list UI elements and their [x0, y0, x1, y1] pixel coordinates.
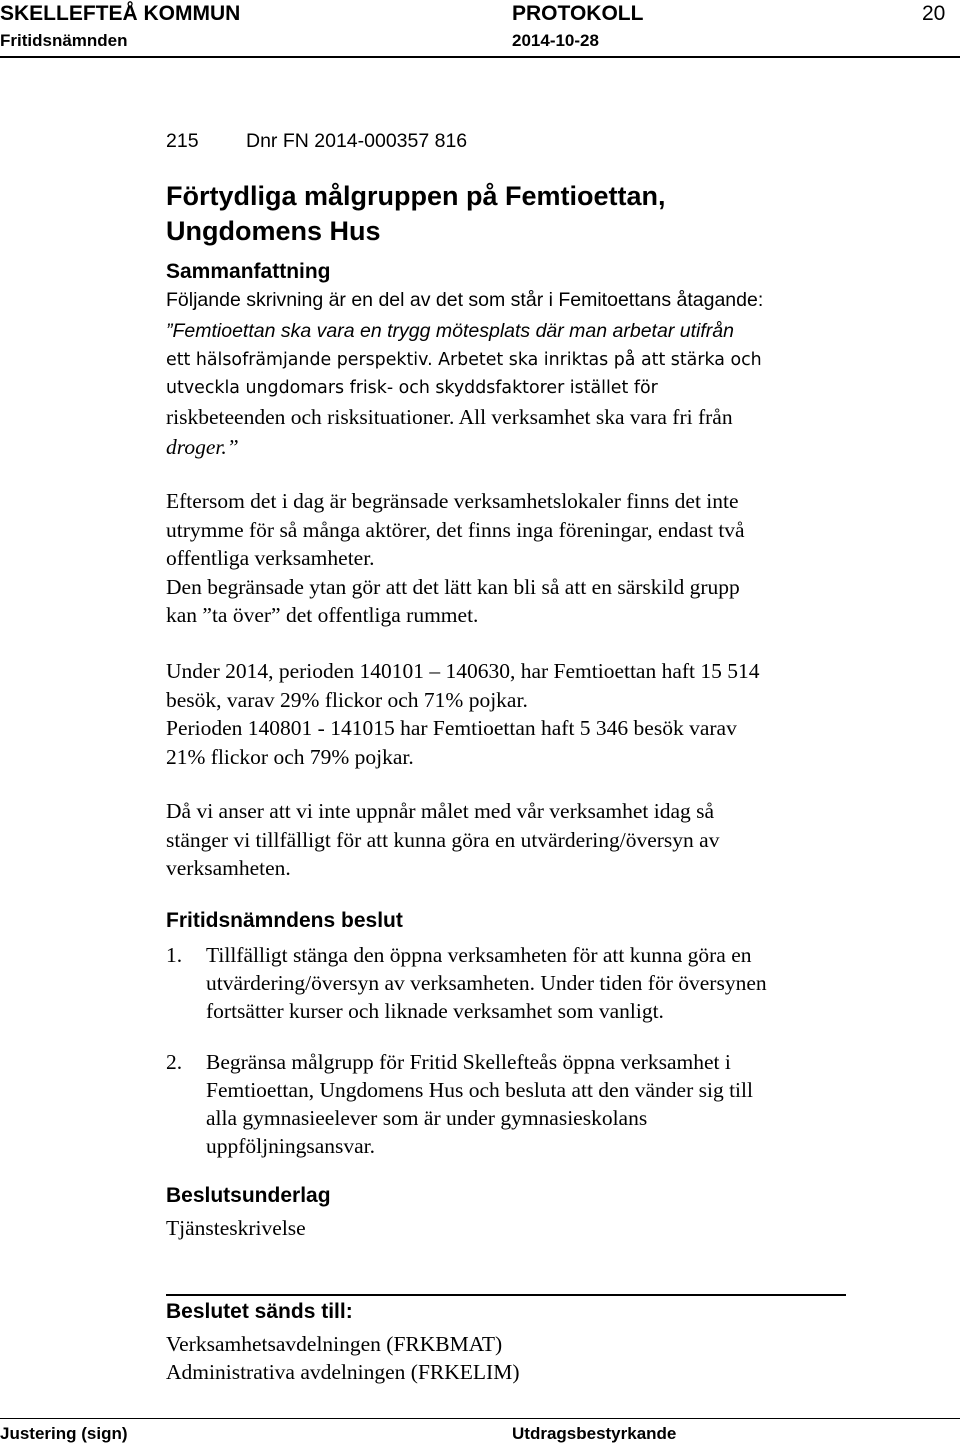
paragraph-line: besök, varav 29% flickor och 71% pojkar. — [166, 687, 528, 712]
page-number: 20 — [922, 2, 946, 25]
paragraph-line: Då vi anser att vi inte uppnår målet med vår verksamhet idag så — [166, 799, 715, 823]
footer-signature-label: Justering (sign) — [0, 1424, 128, 1443]
committee-name: Fritidsnämnden — [0, 31, 128, 50]
decision-item-line: Begränsa målgrupp för Fritid Skellefteås öppna verksamhet i — [206, 1050, 731, 1074]
quote-line-3: utveckla ungdomars frisk- och skyddsfaktorer istället för — [166, 378, 658, 398]
decision-item-number: 1. — [166, 943, 183, 967]
quote-line-1: ”Femtioettan ska vara en trygg mötesplats där man arbetar utifrån — [166, 320, 734, 342]
summary-intro: Följande skrivning är en del av det som står i Femitoettans åtagande: — [166, 289, 764, 311]
paragraph-line: Perioden 140801 - 141015 har Femtioettan haft 5 346 besök varav — [166, 716, 737, 740]
paragraph-line: offentliga verksamheter. — [166, 546, 375, 570]
paragraph-line: Den begränsade ytan gör att det lätt kan bli så att en särskild grupp — [166, 574, 740, 599]
summary-heading: Sammanfattning — [166, 260, 331, 283]
paragraph-line: Under 2014, perioden 140101 – 140630, har Femtioettan haft 15 514 — [166, 659, 760, 683]
summary-paragraph-1 — [166, 487, 745, 630]
decision-item-line: fortsätter kurser och liknade verksamhet som vanligt. — [206, 999, 664, 1023]
paragraph-line: verksamheten. — [166, 856, 291, 880]
org-name: SKELLEFTEÅ KOMMUN — [0, 2, 241, 25]
basis-item: Tjänsteskrivelse — [166, 1216, 306, 1240]
case-title-line-2: Ungdomens Hus — [166, 216, 381, 246]
decision-item-line: Tillfälligt stänga den öppna verksamheten för att kunna göra en — [206, 943, 752, 967]
sent-to-heading: Beslutet sänds till: — [166, 1300, 353, 1323]
quote-line-5: droger.” — [166, 435, 239, 459]
decision-item-line: uppföljningsansvar. — [206, 1134, 375, 1158]
paragraph-line: utrymme för så många aktörer, det finns inga föreningar, endast två — [166, 517, 745, 542]
sent-to-rule — [166, 1294, 846, 1296]
summary-paragraph-2 — [166, 657, 760, 771]
footer-rule — [0, 1418, 960, 1419]
quote-line-4: riskbeteenden och risksituationer. All verksamhet ska vara fri från — [166, 405, 733, 429]
doc-type: PROTOKOLL — [512, 2, 644, 25]
footer-certification-label: Utdragsbestyrkande — [512, 1424, 677, 1443]
quote-line-2: ett hälsofrämjande perspektiv. Arbetet ska inriktas på att stärka och — [166, 350, 762, 370]
paragraph-line: 21% flickor och 79% pojkar. — [166, 744, 414, 769]
decision-item-line: Femtioettan, Ungdomens Hus och besluta att den vänder sig till — [206, 1078, 753, 1102]
recipient-2: Administrativa avdelningen (FRKELIM) — [166, 1360, 520, 1384]
summary-paragraph-3 — [166, 797, 719, 883]
recipient-1: Verksamhetsavdelningen (FRKBMAT) — [166, 1332, 503, 1356]
decision-item-line: utvärdering/översyn av verksamheten. Under tiden för översynen — [206, 971, 767, 995]
decision-item-number: 2. — [166, 1050, 183, 1074]
case-dnr: Dnr FN 2014-000357 816 — [246, 130, 468, 152]
paragraph-line: stänger vi tillfälligt för att kunna göra en utvärdering/översyn av — [166, 827, 720, 852]
meeting-date: 2014-10-28 — [512, 31, 599, 50]
paragraph-line: kan ”ta över” det offentliga rummet. — [166, 603, 479, 627]
header-rule — [0, 56, 960, 58]
case-section-number: 215 — [166, 130, 199, 152]
decision-heading: Fritidsnämndens beslut — [166, 909, 403, 932]
decision-item-line: alla gymnasieelever som är under gymnasieskolans — [206, 1106, 648, 1130]
case-title-line-1: Förtydliga målgruppen på Femtioettan, — [166, 181, 666, 211]
paragraph-line: Eftersom det i dag är begränsade verksamhetslokaler finns det inte — [166, 489, 739, 513]
basis-heading: Beslutsunderlag — [166, 1184, 331, 1207]
